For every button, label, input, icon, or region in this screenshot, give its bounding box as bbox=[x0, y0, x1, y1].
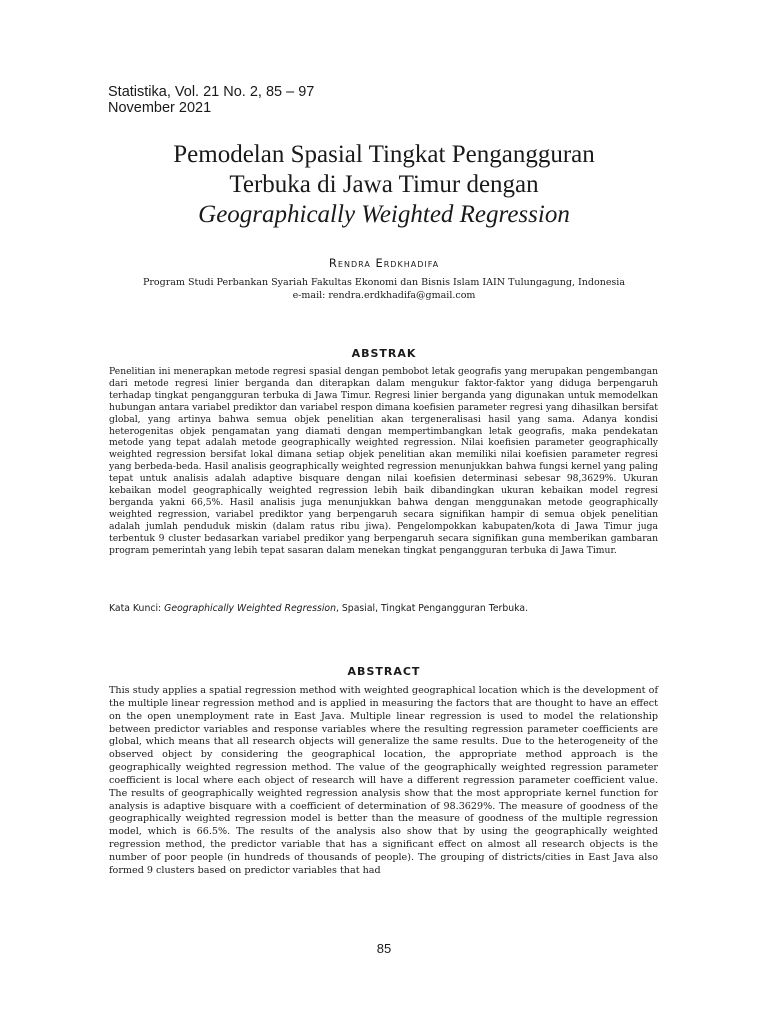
abstract-heading: ABSTRACT bbox=[347, 665, 421, 678]
page-number: 85 bbox=[376, 941, 392, 956]
journal-citation: Statistika, Vol. 21 No. 2, 85 – 97 bbox=[108, 84, 315, 100]
abstrak-body: Penelitian ini menerapkan metode regresi spasial dengan pembobot letak geografis yang merupakan pengembangan dari metode regresi linier berganda dan diterapkan dalam mengukur faktor-faktor yang diduga berpengaruh terhadap tingkat pengangguran terbuka di Jawa Timur. Regresi linier berganda yang digunakan untuk memodelkan hubungan antara variabel prediktor dan variabel respon dimana koefisien parameter regresi yang dihasilkan bersifat global, yang artinya bahwa semua objek penelitian akan tergeneralisasi hasil yang sama. Adanya kondisi heterogenitas objek pengamatan yang diamati dengan mempertimbangkan letak geografis, maka pendekatan metode yang tepat adalah metode geographically weighted regression. Nilai koefisien parameter geographically weighted regression bersifat lokal dimana setiap objek penelitian akan memiliki nilai koefisien parameter regresi yang berbeda-beda. Hasil analisis geographically weighted regression menunjukkan bahwa fungsi kernel yang paling tepat untuk analisis adalah adaptive bisquare dengan nilai koefisien determinasi sebesar 98,3629%. Ukuran kebaikan model geographically weighted regression lebih baik dibandingkan ukuran kebaikan model regresi berganda yakni 66,5%. Hasil analisis juga menunjukkan bahwa dengan menggunakan metode geographically weighted regression, variabel prediktor yang berpengaruh secara signifikan hampir di semua objek penelitian adalah jumlah penduduk miskin (dalam ratus ribu jiwa). Pengelompokkan kabupaten/kota di Jawa Timur juga terbentuk 9 cluster bedasarkan variabel predikor yang berpengaruh secara signifikan guna memberikan gambaran program pemerintah yang lebih tepat sasaran dalam menekan tingkat pengangguran terbuka di Jawa Timur. bbox=[109, 366, 659, 556]
title-line-1: Pemodelan Spasial Tingkat Pengangguran bbox=[173, 141, 595, 168]
abstract-body: This study applies a spatial regression method with weighted geographical location which is the development of the multiple linear regression method and is applied in measuring the factors that are thought to have an effect on the open unemployment rate in East Java. Multiple linear regression is used to model the relationship between predictor variables and response variables where the resulting regression parameter coefficients are global, which means that all research objects will generalize the same results. Due to the heterogeneity of the observed object by considering the geographical location, the appropriate method approach is the geographically weighted regression method. The value of the geographically weighted regression parameter coefficient is local where each object of research will have a different regression parameter coefficient value. The results of geographically weighted regression analysis show that the most appropriate kernel function for analysis is adaptive bisquare with a coefficient of determination of 98.3629%. The measure of goodness of the geographically weighted regression model is better than the measure of goodness of the multiple regression model, which is 66.5%. The results of the analysis also show that by using the geographically weighted regression method, the predictor variable that has a significant effect on almost all research objects is the number of poor people (in hundreds of thousands of people). The grouping of districts/cities in East Java also formed 9 clusters based on predictor variables that had bbox=[109, 685, 658, 876]
keywords bbox=[109, 603, 658, 615]
abstrak-heading: ABSTRAK bbox=[351, 347, 417, 360]
author-affiliation: Program Studi Perbankan Syariah Fakultas Ekonomi dan Bisnis Islam IAIN Tulungagung, Indonesia bbox=[142, 277, 626, 288]
keywords-label: Kata Kunci: bbox=[109, 603, 162, 614]
journal-date: November 2021 bbox=[108, 100, 212, 116]
author-affiliation-block bbox=[80, 276, 688, 302]
keywords-italic: Geographically Weighted Regression bbox=[164, 603, 336, 614]
author-email: e-mail: rendra.erdkhadifa@gmail.com bbox=[292, 290, 476, 301]
author-name: Rendra Erdkhadifa bbox=[328, 256, 440, 270]
title-line-3: Geographically Weighted Regression bbox=[198, 201, 570, 228]
journal-header bbox=[108, 84, 314, 116]
paper-title bbox=[70, 140, 698, 230]
keywords-rest: , Spasial, Tingkat Pengangguran Terbuka. bbox=[335, 603, 529, 614]
title-line-2: Terbuka di Jawa Timur dengan bbox=[229, 171, 539, 198]
